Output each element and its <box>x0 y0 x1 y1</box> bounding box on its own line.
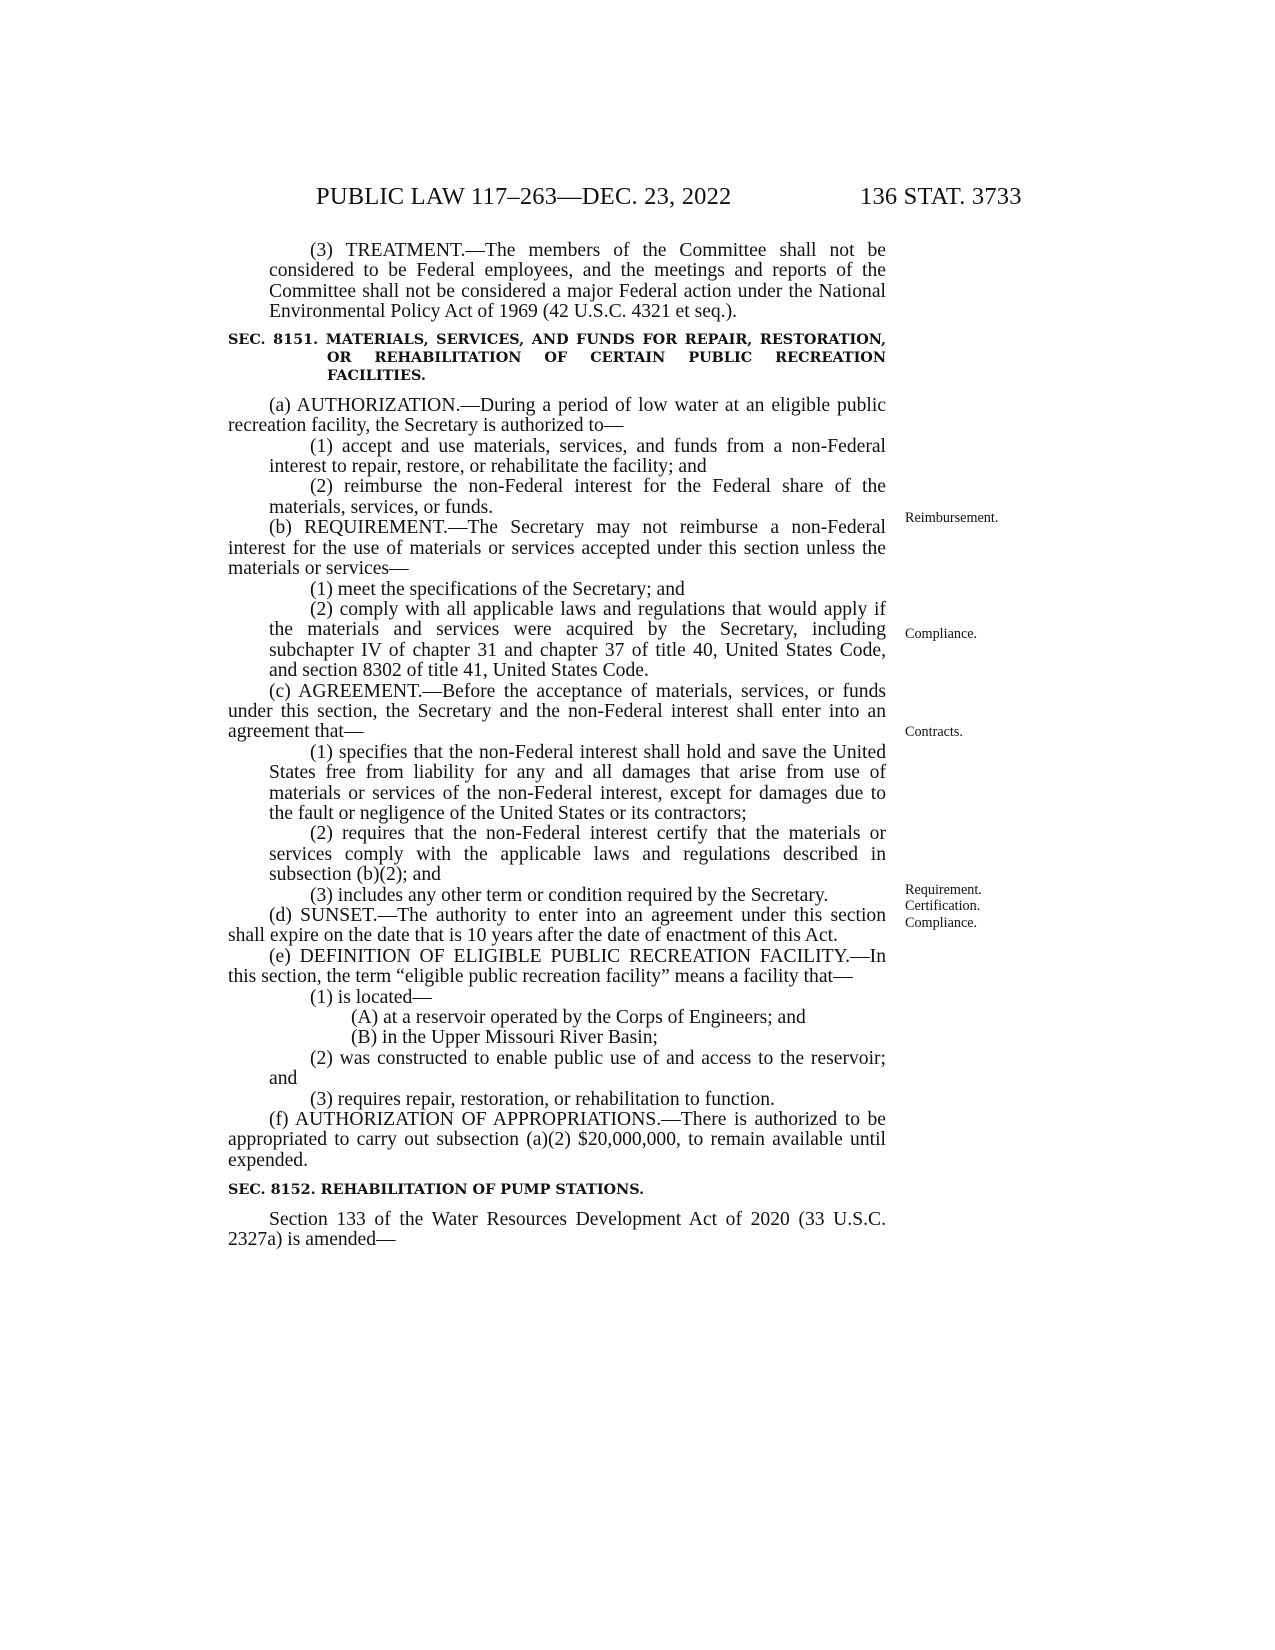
document-body <box>228 241 886 1251</box>
subsection-a-1: (1) accept and use materials, services, and funds from a non-Federal interest to repair, restore, or rehabilitate the facility; and <box>269 435 886 478</box>
margin-note-reimbursement: Reimbursement. <box>905 510 999 526</box>
section-heading-8151: SEC. 8151. MATERIALS, SERVICES, AND FUNDS FOR REPAIR, RESTORATION, OR REHABILITATION OF CERTAIN PUBLIC RECREATION FACILITIES. <box>228 330 886 385</box>
running-header-title: PUBLIC LAW 117–263—DEC. 23, 2022 <box>316 183 732 210</box>
margin-note-compliance-line: Compliance. <box>905 914 978 931</box>
margin-note-compliance: Compliance. <box>905 626 978 642</box>
margin-note-contracts: Contracts. <box>905 724 963 740</box>
subsection-e-1-B: (B) in the Upper Missouri River Basin; <box>351 1027 658 1049</box>
subsection-b-2: (2) comply with all applicable laws and regulations that would apply if the materials and services were acquired by the Secretary, including subchapter IV of chapter 31 and chapter 37 of title 40, United States Code, and section 8302 of title 41, United States Code. <box>269 598 886 682</box>
subsection-d: (d) SUNSET.—The authority to enter into an agreement under this section shall expire on the date that is 10 years after the date of enactment of this Act. <box>228 905 886 947</box>
subsection-e-2: (2) was constructed to enable public use of and access to the reservoir; and <box>269 1047 886 1090</box>
subsection-a: (a) AUTHORIZATION.—During a period of low water at an eligible public recreation facility, the Secretary is authorized to— <box>228 394 886 437</box>
paragraph-section-8152: Section 133 of the Water Resources Development Act of 2020 (33 U.S.C. 2327a) is amended— <box>228 1208 886 1251</box>
subsection-c-1: (1) specifies that the non-Federal interest shall hold and save the United States free from liability for any and all damages that arise from use of materials or services of the non-Federal interest, except for damages due to the fault or negligence of the United States or its contractors; <box>269 741 886 824</box>
subsection-e-1: (1) is located— <box>310 986 432 1008</box>
subsection-b: (b) REQUIREMENT.—The Secretary may not reimburse a non-Federal interest for the use of materials or services accepted under this section unless the materials or services— <box>228 517 886 580</box>
running-header-page-number: 136 STAT. 3733 <box>860 183 1022 210</box>
margin-note-requirement-line: Requirement. <box>905 882 982 898</box>
section-heading-8152: SEC. 8152. REHABILITATION OF PUMP STATIONS. <box>228 1181 645 1199</box>
margin-note-certification-line: Certification. <box>905 898 981 915</box>
subsection-c-2: (2) requires that the non-Federal interest certify that the materials or services comply with the applicable laws and regulations described in subsection (b)(2); and <box>269 823 886 886</box>
subsection-e: (e) DEFINITION OF ELIGIBLE PUBLIC RECREATION FACILITY.—In this section, the term “eligible public recreation facility” means a facility that— <box>228 945 886 988</box>
margin-note-requirement <box>905 882 982 931</box>
subsection-c: (c) AGREEMENT.—Before the acceptance of materials, services, or funds under this section, the Secretary and the non-Federal interest shall enter into an agreement that— <box>228 680 886 743</box>
subsection-b-1: (1) meet the specifications of the Secretary; and <box>310 578 685 600</box>
subsection-c-3: (3) includes any other term or condition required by the Secretary. <box>310 884 829 906</box>
subsection-e-3: (3) requires repair, restoration, or rehabilitation to function. <box>310 1088 775 1110</box>
paragraph-treatment: (3) TREATMENT.—The members of the Committee shall not be considered to be Federal employees, and the meetings and reports of the Committee shall not be considered a major Federal action under the National Environmental Policy Act of 1969 (42 U.S.C. 4321 et seq.). <box>269 240 886 323</box>
subsection-e-1-A: (A) at a reservoir operated by the Corps of Engineers; and <box>351 1007 806 1029</box>
subsection-a-2: (2) reimburse the non-Federal interest for the Federal share of the materials, services, or funds. <box>269 476 886 518</box>
subsection-f: (f) AUTHORIZATION OF APPROPRIATIONS.—There is authorized to be appropriated to carry out subsection (a)(2) $20,000,000, to remain available until expended. <box>228 1109 886 1171</box>
